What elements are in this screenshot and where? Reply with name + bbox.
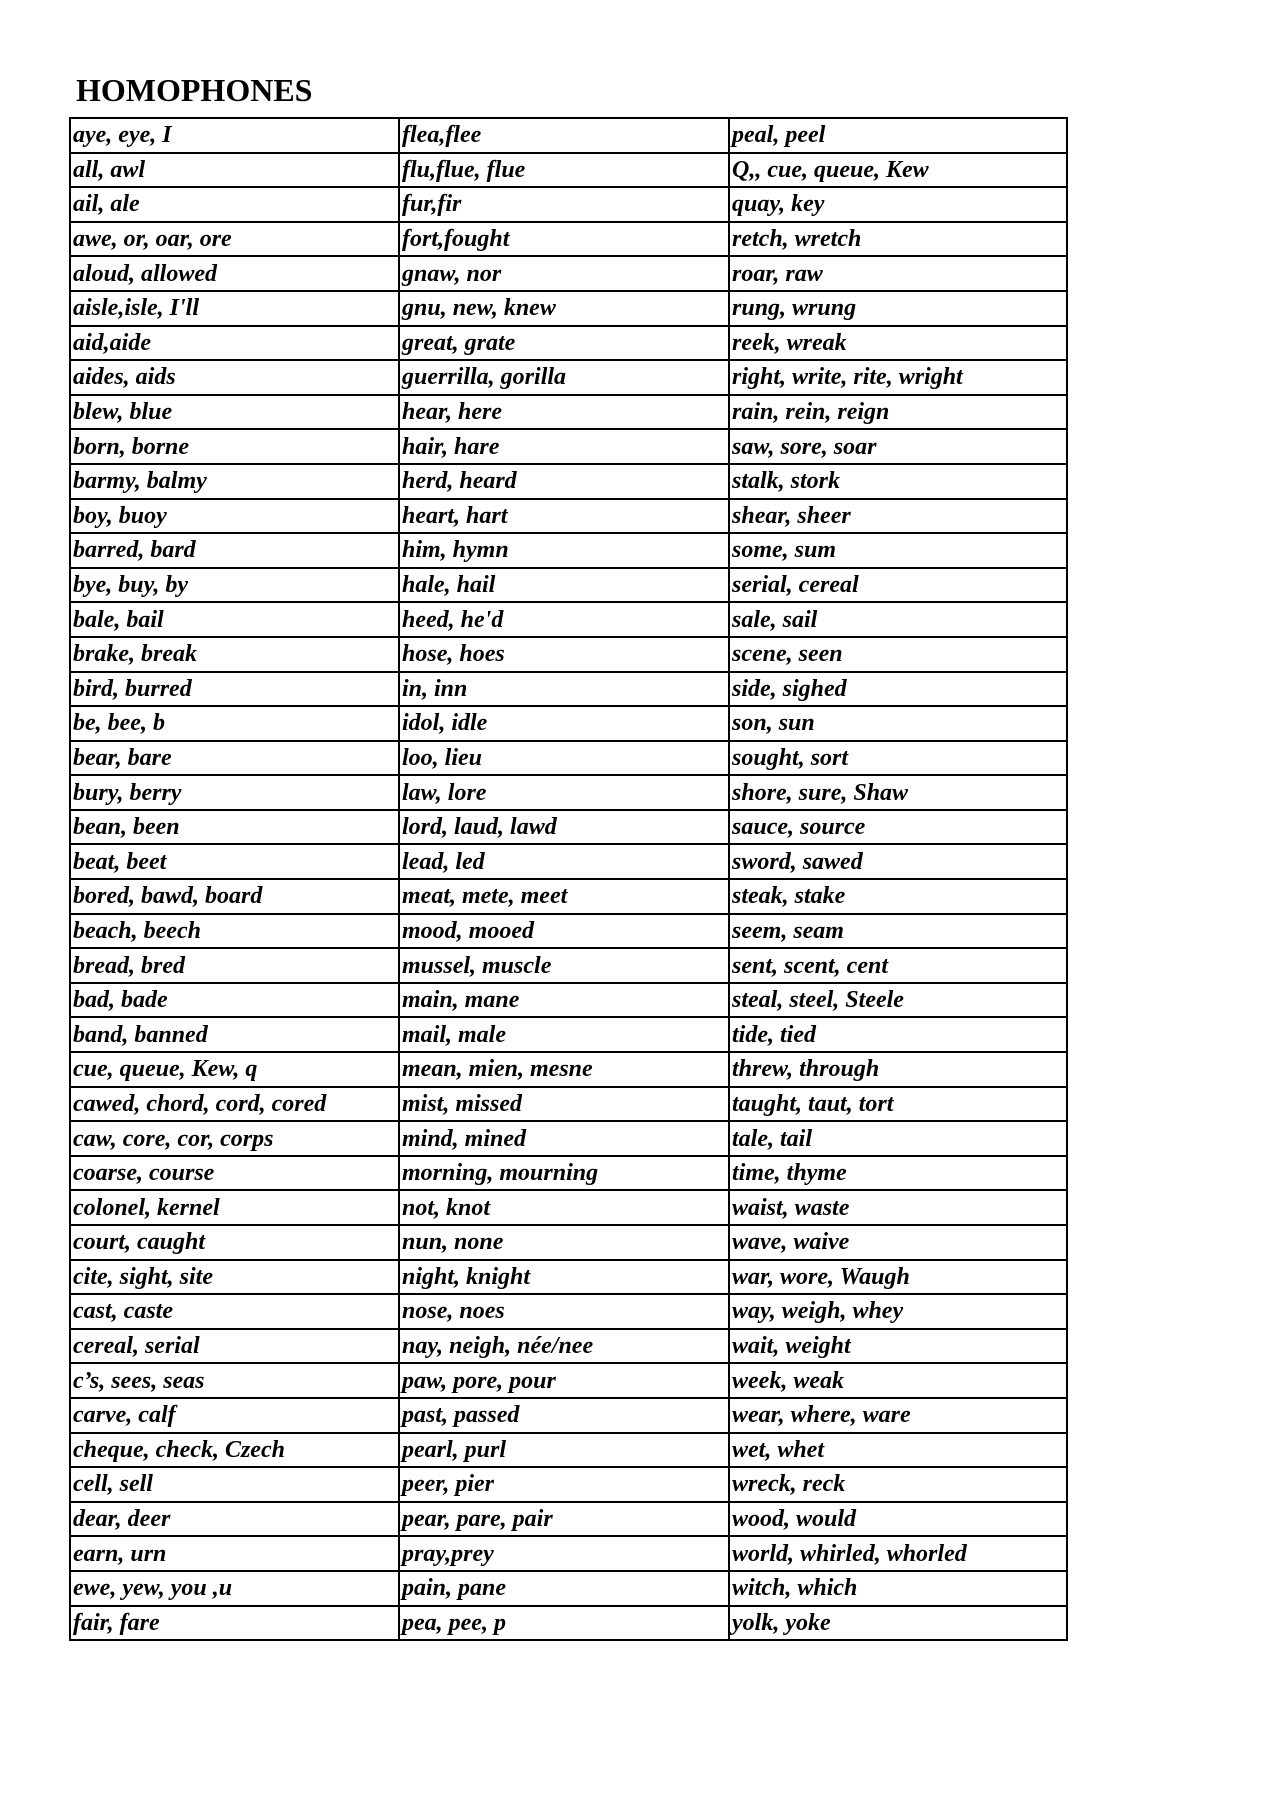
- table-cell: bored, bawd, board: [70, 879, 399, 914]
- table-cell: cereal, serial: [70, 1329, 399, 1364]
- table-row: [70, 775, 1067, 810]
- table-row: [70, 1536, 1067, 1571]
- table-cell: sword, sawed: [729, 844, 1067, 879]
- table-cell: Q,, cue, queue, Kew: [729, 153, 1067, 188]
- table-cell: peal, peel: [729, 118, 1067, 153]
- table-cell: hear, here: [399, 395, 729, 430]
- table-cell: earn, urn: [70, 1536, 399, 1571]
- table-row: [70, 326, 1067, 361]
- table-cell: morning, mourning: [399, 1156, 729, 1191]
- table-cell: barred, bard: [70, 533, 399, 568]
- table-row: [70, 879, 1067, 914]
- table-cell: dear, deer: [70, 1502, 399, 1537]
- table-cell: pear, pare, pair: [399, 1502, 729, 1537]
- table-cell: mean, mien, mesne: [399, 1052, 729, 1087]
- table-cell: hair, hare: [399, 429, 729, 464]
- table-cell: great, grate: [399, 326, 729, 361]
- table-row: [70, 1225, 1067, 1260]
- table-row: [70, 395, 1067, 430]
- table-cell: coarse, course: [70, 1156, 399, 1191]
- table-cell: cite, sight, site: [70, 1260, 399, 1295]
- table-cell: boy, buoy: [70, 499, 399, 534]
- table-cell: roar, raw: [729, 256, 1067, 291]
- table-cell: gnu, new, knew: [399, 291, 729, 326]
- table-cell: scene, seen: [729, 637, 1067, 672]
- table-row: [70, 533, 1067, 568]
- table-cell: c’s, sees, seas: [70, 1363, 399, 1398]
- table-cell: nose, noes: [399, 1294, 729, 1329]
- table-row: [70, 1260, 1067, 1295]
- table-row: [70, 1329, 1067, 1364]
- table-cell: paw, pore, pour: [399, 1363, 729, 1398]
- table-cell: nay, neigh, née/nee: [399, 1329, 729, 1364]
- table-cell: beat, beet: [70, 844, 399, 879]
- table-cell: wreck, reck: [729, 1467, 1067, 1502]
- table-cell: nun, none: [399, 1225, 729, 1260]
- table-cell: ail, ale: [70, 187, 399, 222]
- table-cell: not, knot: [399, 1190, 729, 1225]
- table-row: [70, 464, 1067, 499]
- table-cell: witch, which: [729, 1571, 1067, 1606]
- table-cell: tide, tied: [729, 1017, 1067, 1052]
- table-cell: beach, beech: [70, 914, 399, 949]
- table-cell: loo, lieu: [399, 741, 729, 776]
- table-cell: gnaw, nor: [399, 256, 729, 291]
- table-cell: pain, pane: [399, 1571, 729, 1606]
- table-cell: pea, pee, p: [399, 1606, 729, 1641]
- table-row: [70, 810, 1067, 845]
- table-row: [70, 637, 1067, 672]
- table-row: [70, 983, 1067, 1018]
- table-cell: wear, where, ware: [729, 1398, 1067, 1433]
- table-row: [70, 1398, 1067, 1433]
- table-cell: cue, queue, Kew, q: [70, 1052, 399, 1087]
- table-row: [70, 1571, 1067, 1606]
- table-row: [70, 948, 1067, 983]
- table-cell: fair, fare: [70, 1606, 399, 1641]
- table-cell: peer, pier: [399, 1467, 729, 1502]
- table-row: [70, 1087, 1067, 1122]
- table-row: [70, 256, 1067, 291]
- table-cell: waist, waste: [729, 1190, 1067, 1225]
- table-cell: pearl, purl: [399, 1433, 729, 1468]
- table-row: [70, 1606, 1067, 1641]
- table-cell: steal, steel, Steele: [729, 983, 1067, 1018]
- table-cell: bury, berry: [70, 775, 399, 810]
- table-row: [70, 187, 1067, 222]
- table-row: [70, 1190, 1067, 1225]
- table-cell: hose, hoes: [399, 637, 729, 672]
- table-cell: be, bee, b: [70, 706, 399, 741]
- table-cell: bad, bade: [70, 983, 399, 1018]
- table-cell: aid,aide: [70, 326, 399, 361]
- table-cell: night, knight: [399, 1260, 729, 1295]
- table-cell: sauce, source: [729, 810, 1067, 845]
- table-row: [70, 1467, 1067, 1502]
- table-cell: cheque, check, Czech: [70, 1433, 399, 1468]
- table-cell: in, inn: [399, 672, 729, 707]
- table-cell: tale, tail: [729, 1121, 1067, 1156]
- table-cell: bird, burred: [70, 672, 399, 707]
- table-row: [70, 222, 1067, 257]
- table-cell: wood, would: [729, 1502, 1067, 1537]
- table-cell: fur,fir: [399, 187, 729, 222]
- table-cell: heed, he'd: [399, 602, 729, 637]
- table-row: [70, 914, 1067, 949]
- table-row: [70, 499, 1067, 534]
- table-cell: some, sum: [729, 533, 1067, 568]
- table-cell: born, borne: [70, 429, 399, 464]
- table-row: [70, 706, 1067, 741]
- table-cell: colonel, kernel: [70, 1190, 399, 1225]
- table-cell: fort,fought: [399, 222, 729, 257]
- table-cell: wait, weight: [729, 1329, 1067, 1364]
- table-cell: law, lore: [399, 775, 729, 810]
- table-cell: cast, caste: [70, 1294, 399, 1329]
- table-cell: cawed, chord, cord, cored: [70, 1087, 399, 1122]
- table-cell: mail, male: [399, 1017, 729, 1052]
- table-cell: meat, mete, meet: [399, 879, 729, 914]
- table-cell: carve, calf: [70, 1398, 399, 1433]
- table-cell: saw, sore, soar: [729, 429, 1067, 464]
- table-cell: awe, or, oar, ore: [70, 222, 399, 257]
- table-row: [70, 672, 1067, 707]
- table-row: [70, 568, 1067, 603]
- page-title: HOMOPHONES: [76, 72, 313, 108]
- table-cell: wet, whet: [729, 1433, 1067, 1468]
- table-row: [70, 1121, 1067, 1156]
- table-cell: son, sun: [729, 706, 1067, 741]
- table-cell: steak, stake: [729, 879, 1067, 914]
- table-row: [70, 1156, 1067, 1191]
- table-row: [70, 1017, 1067, 1052]
- table-cell: past, passed: [399, 1398, 729, 1433]
- table-cell: rain, rein, reign: [729, 395, 1067, 430]
- table-cell: him, hymn: [399, 533, 729, 568]
- table-cell: main, mane: [399, 983, 729, 1018]
- table-cell: ewe, yew, you ,u: [70, 1571, 399, 1606]
- table-cell: idol, idle: [399, 706, 729, 741]
- table-cell: bale, bail: [70, 602, 399, 637]
- table-row: [70, 741, 1067, 776]
- table-cell: hale, hail: [399, 568, 729, 603]
- table-cell: bear, bare: [70, 741, 399, 776]
- table-row: [70, 1294, 1067, 1329]
- table-cell: all, awl: [70, 153, 399, 188]
- table-row: [70, 1433, 1067, 1468]
- table-cell: wave, waive: [729, 1225, 1067, 1260]
- table-cell: bean, been: [70, 810, 399, 845]
- table-cell: lead, led: [399, 844, 729, 879]
- table-cell: herd, heard: [399, 464, 729, 499]
- table-cell: cell, sell: [70, 1467, 399, 1502]
- table-cell: flu,flue, flue: [399, 153, 729, 188]
- table-cell: week, weak: [729, 1363, 1067, 1398]
- table-row: [70, 291, 1067, 326]
- table-row: [70, 844, 1067, 879]
- table-cell: aides, aids: [70, 360, 399, 395]
- homophones-table: [69, 117, 1068, 1641]
- table-cell: caw, core, cor, corps: [70, 1121, 399, 1156]
- table-cell: way, weigh, whey: [729, 1294, 1067, 1329]
- table-cell: world, whirled, whorled: [729, 1536, 1067, 1571]
- table-cell: pray,prey: [399, 1536, 729, 1571]
- table-cell: mist, missed: [399, 1087, 729, 1122]
- table-cell: lord, laud, lawd: [399, 810, 729, 845]
- table-cell: aye, eye, I: [70, 118, 399, 153]
- table-cell: mind, mined: [399, 1121, 729, 1156]
- table-cell: guerrilla, gorilla: [399, 360, 729, 395]
- table-cell: blew, blue: [70, 395, 399, 430]
- table-cell: quay, key: [729, 187, 1067, 222]
- table-cell: stalk, stork: [729, 464, 1067, 499]
- homophones-table-body: [70, 118, 1067, 1640]
- table-cell: flea,flee: [399, 118, 729, 153]
- table-cell: sent, scent, cent: [729, 948, 1067, 983]
- table-row: [70, 429, 1067, 464]
- table-cell: shear, sheer: [729, 499, 1067, 534]
- table-cell: bread, bred: [70, 948, 399, 983]
- table-cell: band, banned: [70, 1017, 399, 1052]
- table-cell: sale, sail: [729, 602, 1067, 637]
- table-cell: bye, buy, by: [70, 568, 399, 603]
- table-cell: mood, mooed: [399, 914, 729, 949]
- table-cell: reek, wreak: [729, 326, 1067, 361]
- table-cell: right, write, rite, wright: [729, 360, 1067, 395]
- table-row: [70, 1052, 1067, 1087]
- table-cell: aisle,isle, I'll: [70, 291, 399, 326]
- table-row: [70, 602, 1067, 637]
- table-cell: mussel, muscle: [399, 948, 729, 983]
- table-cell: yolk, yoke: [729, 1606, 1067, 1641]
- table-row: [70, 360, 1067, 395]
- table-cell: sought, sort: [729, 741, 1067, 776]
- table-cell: heart, hart: [399, 499, 729, 534]
- table-row: [70, 118, 1067, 153]
- table-cell: shore, sure, Shaw: [729, 775, 1067, 810]
- table-cell: taught, taut, tort: [729, 1087, 1067, 1122]
- table-cell: threw, through: [729, 1052, 1067, 1087]
- table-cell: rung, wrung: [729, 291, 1067, 326]
- table-row: [70, 153, 1067, 188]
- table-cell: side, sighed: [729, 672, 1067, 707]
- table-row: [70, 1363, 1067, 1398]
- table-cell: aloud, allowed: [70, 256, 399, 291]
- table-cell: time, thyme: [729, 1156, 1067, 1191]
- table-cell: barmy, balmy: [70, 464, 399, 499]
- table-cell: retch, wretch: [729, 222, 1067, 257]
- table-cell: serial, cereal: [729, 568, 1067, 603]
- table-cell: court, caught: [70, 1225, 399, 1260]
- table-cell: war, wore, Waugh: [729, 1260, 1067, 1295]
- table-cell: brake, break: [70, 637, 399, 672]
- table-cell: seem, seam: [729, 914, 1067, 949]
- table-row: [70, 1502, 1067, 1537]
